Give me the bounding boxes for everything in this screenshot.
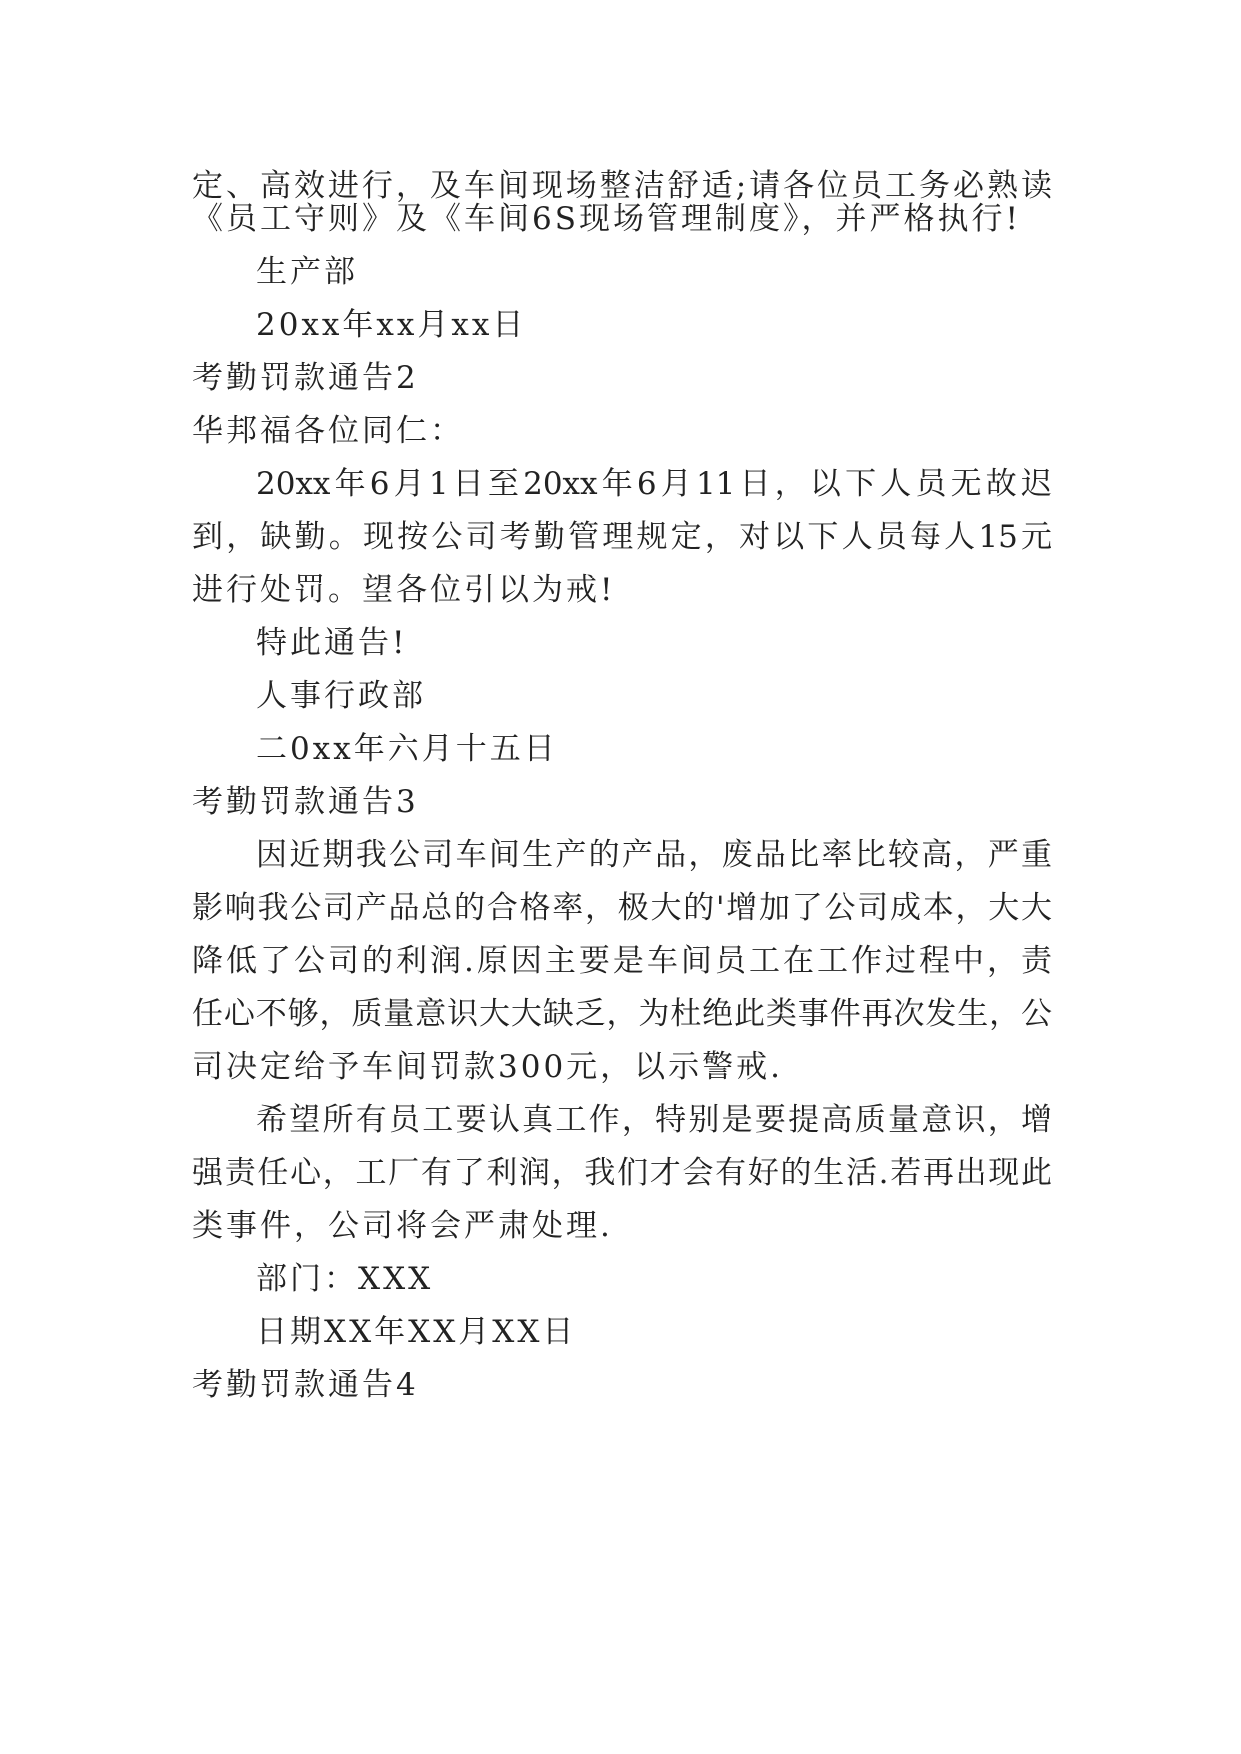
signature-department: 生产部 xyxy=(256,254,358,290)
paragraph-line: 影响我公司产品总的合格率，极大的'增加了公司成本，大大 xyxy=(192,890,1052,926)
signature-department: 人事行政部 xyxy=(256,678,426,714)
paragraph-line: 定、高效进行，及车间现场整洁舒适;请各位员工务必熟读 xyxy=(192,168,1052,204)
paragraph-line: 强责任心，工厂有了利润，我们才会有好的生活.若再出现此 xyxy=(192,1155,1052,1191)
paragraph-line: 任心不够，质量意识大大缺乏，为杜绝此类事件再次发生，公 xyxy=(192,996,1052,1032)
paragraph-line: 进行处罚。望各位引以为戒! xyxy=(192,572,616,608)
paragraph-line: 20xx年6月1日至20xx年6月11日，以下人员无故迟 xyxy=(256,466,1052,502)
closing-line: 特此通告! xyxy=(256,625,408,661)
section-heading: 考勤罚款通告3 xyxy=(192,784,419,820)
paragraph-line: 到，缺勤。现按公司考勤管理规定，对以下人员每人15元 xyxy=(192,519,1052,555)
paragraph-line: 《员工守则》及《车间6S现场管理制度》，并严格执行! xyxy=(192,201,1021,237)
paragraph-line: 降低了公司的利润.原因主要是车间员工在工作过程中，责 xyxy=(192,943,1052,979)
signature-date: 日期XX年XX月XX日 xyxy=(256,1314,577,1350)
section-heading: 考勤罚款通告4 xyxy=(192,1367,419,1403)
signature-date: 20xx年xx月xx日 xyxy=(256,307,527,343)
section-heading: 考勤罚款通告2 xyxy=(192,360,419,396)
salutation: 华邦福各位同仁： xyxy=(192,413,464,449)
signature-date: 二0xx年六月十五日 xyxy=(256,731,558,767)
paragraph-line: 类事件，公司将会严肃处理. xyxy=(192,1208,613,1244)
paragraph-line: 因近期我公司车间生产的产品，废品比率比较高，严重 xyxy=(256,837,1052,873)
paragraph-line: 司决定给予车间罚款300元，以示警戒. xyxy=(192,1049,784,1085)
paragraph-line: 希望所有员工要认真工作，特别是要提高质量意识，增 xyxy=(256,1102,1052,1138)
signature-department: 部门：XXX xyxy=(256,1261,434,1297)
